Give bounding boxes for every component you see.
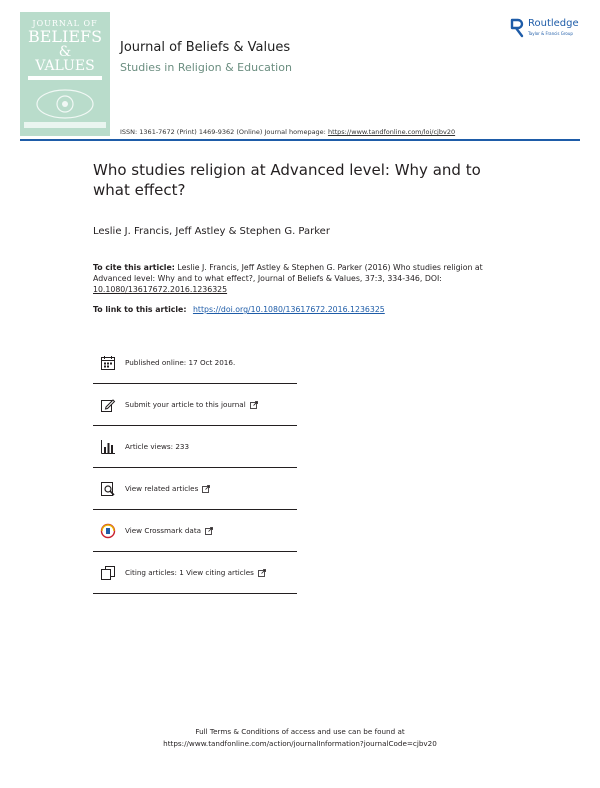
search-icon bbox=[99, 480, 117, 498]
edit-icon bbox=[99, 396, 117, 414]
publisher-logo[interactable] bbox=[510, 18, 588, 42]
article-views-row bbox=[93, 426, 297, 468]
crossmark-icon bbox=[99, 522, 117, 540]
cover-title-line: BELIEFS bbox=[27, 27, 103, 46]
citation-block bbox=[93, 262, 493, 295]
header-divider bbox=[20, 139, 580, 141]
external-link-icon bbox=[250, 401, 258, 409]
terms-url-link[interactable]: https://www.tandfonline.com/action/journalInformation?journalCode=cjbv20 bbox=[163, 739, 437, 748]
routledge-logo-icon bbox=[510, 18, 524, 38]
article-views-text: Article views: 233 bbox=[125, 442, 190, 451]
cover-band bbox=[28, 76, 102, 80]
article-info-list bbox=[93, 342, 297, 594]
related-articles-row[interactable] bbox=[93, 468, 297, 510]
citing-articles-link[interactable]: Citing articles: 1 View citing articles bbox=[125, 568, 254, 577]
bar-chart-icon bbox=[99, 438, 117, 456]
journal-title[interactable]: Journal of Beliefs & Values bbox=[120, 40, 291, 55]
publisher-tagline: Taylor & Francis Group bbox=[528, 31, 573, 36]
citation-text: Leslie J. Francis, Jeff Astley & Stephen G. Parker (2016) Who studies religion at Advanced level: Why and to what effect?, Journal of Beliefs & Values, 37:3, 334-346, DOI: bbox=[93, 263, 483, 283]
external-link-icon bbox=[205, 527, 213, 535]
article-doi-link[interactable]: https://doi.org/10.1080/13617672.2016.1236325 bbox=[192, 305, 385, 314]
cover-title-line: & bbox=[58, 44, 72, 60]
terms-footer bbox=[0, 726, 600, 750]
crossmark-row[interactable] bbox=[93, 510, 297, 552]
crossmark-link[interactable]: View Crossmark data bbox=[125, 526, 202, 535]
terms-text: Full Terms & Conditions of access and use can be found at bbox=[195, 727, 405, 736]
journal-cover-image bbox=[20, 12, 110, 136]
citation-label: To cite this article: bbox=[93, 263, 175, 272]
cover-eye-graphic bbox=[34, 86, 96, 122]
article-title: Who studies religion at Advanced level: Why and to what effect? bbox=[93, 161, 481, 199]
publisher-name: Routledge bbox=[528, 18, 579, 29]
external-link-icon bbox=[258, 569, 266, 577]
citing-articles-row[interactable] bbox=[93, 552, 297, 594]
external-link-icon bbox=[202, 485, 210, 493]
published-online-text: Published online: 17 Oct 2016. bbox=[125, 358, 236, 367]
submit-article-row[interactable] bbox=[93, 384, 297, 426]
article-link-line bbox=[93, 305, 385, 314]
issn-line bbox=[120, 128, 455, 136]
article-link-label: To link to this article: bbox=[93, 305, 187, 314]
calendar-icon bbox=[99, 354, 117, 372]
cover-title-line: JOURNAL OF bbox=[32, 19, 98, 28]
journal-homepage-link[interactable]: https://www.tandfonline.com/loi/cjbv20 bbox=[327, 128, 456, 136]
copy-icon bbox=[99, 564, 117, 582]
submit-article-link[interactable]: Submit your article to this journal bbox=[125, 400, 246, 409]
issn-text: ISSN: 1361-7672 (Print) 1469-9362 (Online) Journal homepage: bbox=[120, 128, 326, 136]
cover-title-line: VALUES bbox=[35, 58, 95, 74]
related-articles-link[interactable]: View related articles bbox=[125, 484, 199, 493]
citation-doi-link[interactable]: 10.1080/13617672.2016.1236325 bbox=[93, 285, 228, 294]
cover-publisher-strip bbox=[24, 122, 106, 128]
article-authors: Leslie J. Francis, Jeff Astley & Stephen G. Parker bbox=[93, 226, 330, 237]
published-online-row bbox=[93, 342, 297, 384]
journal-subtitle: Studies in Religion & Education bbox=[120, 61, 292, 74]
